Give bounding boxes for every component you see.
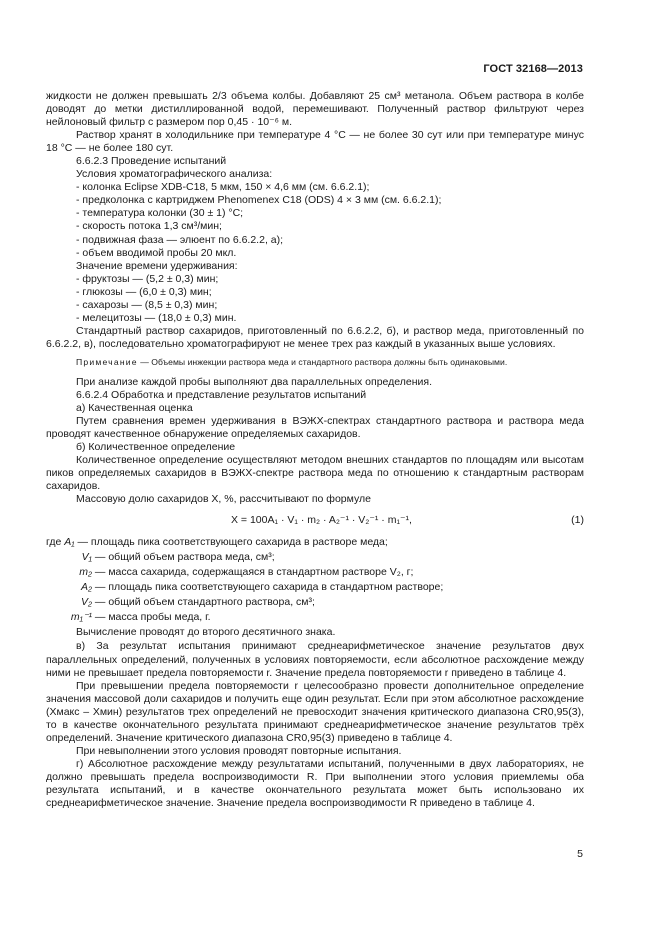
paragraph: г) Абсолютное расхождение между результатами испытаний, полученными в двух лабораториях, не должно превышать предела воспроизводимости R. При выполнении этого условия приемлемы оба результата испытаний, и в качестве окончательного результата может быть использовано их среднеарифметическое значение. Значение предела воспроизводимости R приведено в таблице 4. [46, 757, 584, 810]
paragraph: Вычисление проводят до второго десятичного знака. [76, 626, 336, 639]
section-heading: 6.6.2.3 Проведение испытаний [76, 155, 227, 168]
symbol: V₁ [81, 551, 92, 564]
note-label: Примечание [76, 356, 138, 367]
paragraph: в) За результат испытания принимают среднеарифметическое значение результатов двух параллельных определений, полученных в условиях повторяемости, если абсолютное расхождение между ними не превышает предела повторяемости r. Значение предела повторяемости r приведено в таблице 4. [46, 640, 584, 679]
note-text: — Объемы инжекции раствора меда и стандартного раствора должны быть одинаковыми. [137, 356, 508, 367]
standard-header: ГОСТ 32168—2013 [483, 63, 583, 75]
definition-row [46, 536, 388, 549]
formula-expression: X = 100A₁ · V₁ · m₂ · A₂⁻¹ · V₂⁻¹ · m₁⁻¹, [231, 514, 412, 527]
paragraph: При превышении предела повторяемости r целесообразно провести дополнительное определение значения массовой доли сахаридов и получить еще один результат. Если при этом абсолютное расхождение (Xмакс – Xмин) результатов трех определений не превосходит значения критического диапазона CR0,95(3), то в качестве окончательного результата принимают среднеарифметическое значение результатов трёх определений. Значение критического диапазона CR0,95(3) приведено в таблице 4. [46, 679, 584, 744]
paragraph: Массовую долю сахаридов X, %, рассчитывают по формуле [76, 493, 371, 506]
subheading: Условия хроматографического анализа: [76, 168, 273, 181]
list-item: - скорость потока 1,3 см³/мин; [76, 220, 222, 233]
paragraph: Раствор хранят в холодильнике при температуре 4 °C — не более 30 сут или при температуре минус 18 °C — не более 180 сут. [46, 129, 584, 155]
note [46, 356, 584, 369]
symbol: V₂ [80, 596, 92, 609]
list-item: - предколонка с картриджем Phenomenex C18 (ODS) 4 × 3 мм (см. 6.6.2.1); [76, 194, 442, 207]
subheading: а) Качественная оценка [76, 402, 193, 415]
paragraph: При невыполнении этого условия проводят повторные испытания. [76, 744, 402, 757]
symbol: m₂ [79, 566, 92, 579]
paragraph: Стандартный раствор сахаридов, приготовленный по 6.6.2.2, б), и раствор меда, приготовленный по 6.6.2.2, в), последовательно хроматографируют не менее трех раз каждый в указанных выше условиях. [46, 324, 584, 350]
definition-text: — общий объем раствора меда, см³; [92, 551, 275, 564]
formula [46, 508, 584, 536]
definition-row [46, 581, 443, 594]
where-label: где [46, 536, 62, 549]
definition-row [46, 611, 211, 624]
definition-text: — площадь пика соответствующего сахарида в стандартном растворе; [92, 581, 444, 594]
definition-text: — общий объем стандартного раствора, см³; [92, 596, 315, 609]
subheading: б) Количественное определение [76, 441, 236, 454]
list-item: - температура колонки (30 ± 1) °C; [76, 207, 244, 220]
list-item: - фруктозы — (5,2 ± 0,3) мин; [76, 272, 219, 285]
symbol: m₁⁻¹ [70, 611, 92, 624]
definition-row [46, 551, 275, 564]
definition-text: — площадь пика соответствующего сахарида в растворе меда; [74, 536, 388, 549]
list-item: - глюкозы — (6,0 ± 0,3) мин; [76, 285, 212, 298]
symbol: A₁ [64, 536, 75, 549]
definitions [46, 536, 584, 640]
formula-number: (1) [571, 514, 584, 527]
paragraph: Путем сравнения времен удерживания в ВЭЖХ-спектрах стандартного раствора и раствора меда проводят качественное обнаружение определяемых сахаридов. [46, 415, 584, 441]
definition-row [46, 596, 315, 609]
list-item: - мелецитозы — (18,0 ± 0,3) мин. [76, 311, 237, 324]
paragraph: Количественное определение осуществляют методом внешних стандартов по площадям или высотам пиков определяемых сахаридов в ВЭЖХ-спектре раствора меда по отношению к стандартным растворам сахаридов. [46, 454, 584, 493]
symbol: A₂ [80, 581, 92, 594]
paragraph: жидкости не должен превышать 2/3 объема колбы. Добавляют 25 см³ метанола. Объем раствора в колбе доводят до метки дистиллированной водой, перемешивают. Полученный раствор фильтруют через нейлоновый фильтр с размером пор 0,45 · 10⁻⁶ м. [46, 90, 584, 129]
definition-row [46, 566, 413, 579]
list-item: - сахарозы — (8,5 ± 0,3) мин; [76, 298, 218, 311]
section-heading: 6.6.2.4 Обработка и представление результатов испытаний [76, 389, 367, 402]
page-content [46, 90, 584, 810]
paragraph: При анализе каждой пробы выполняют два параллельных определения. [76, 375, 433, 388]
subheading: Значение времени удерживания: [76, 259, 238, 272]
list-item: - подвижная фаза — элюент по 6.6.2.2, а); [76, 233, 284, 246]
page-number: 5 [577, 848, 583, 860]
list-item: - колонка Eclipse XDB-C18, 5 мкм, 150 × 4,6 мм (см. 6.6.2.1); [76, 181, 370, 194]
definition-text: — масса пробы меда, г. [92, 611, 211, 624]
list-item: - объем вводимой пробы 20 мкл. [76, 246, 237, 259]
definition-text: — масса сахарида, содержащаяся в стандартном растворе V₂, г; [92, 566, 414, 579]
